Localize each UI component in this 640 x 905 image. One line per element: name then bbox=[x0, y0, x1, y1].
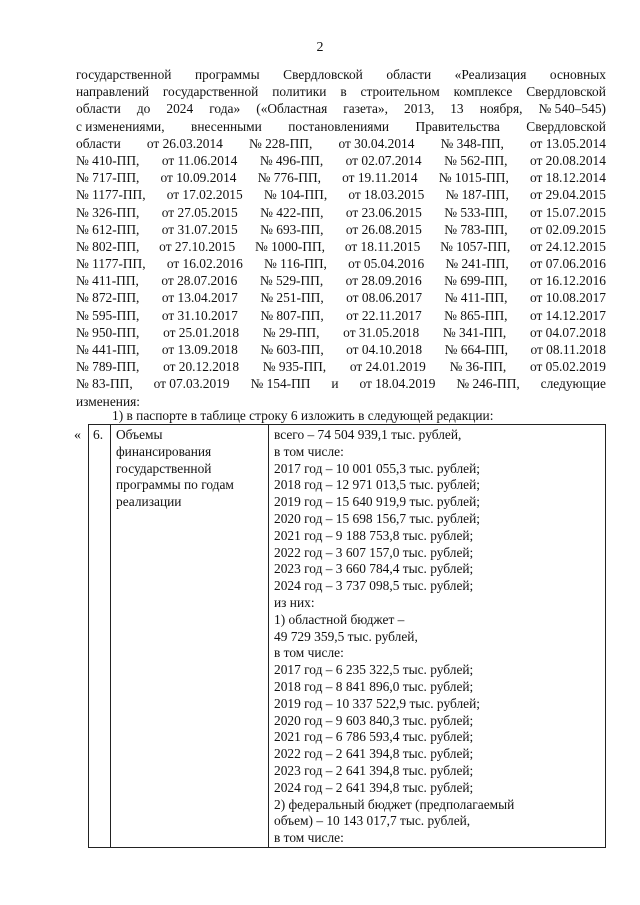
paragraph-word: от 22.11.2017 bbox=[346, 307, 422, 323]
paragraph-word: № 872-ПП, bbox=[76, 290, 140, 306]
paragraph-line bbox=[76, 221, 606, 238]
label-cell bbox=[111, 425, 269, 848]
paragraph-line bbox=[76, 66, 606, 83]
paragraph-word: от 08.06.2017 bbox=[346, 290, 423, 306]
paragraph-word: № 664-ПП, bbox=[444, 342, 508, 357]
paragraph-word: № 1177-ПП, bbox=[76, 187, 146, 203]
paragraph-word: № 326-ПП, bbox=[76, 204, 140, 220]
value-line: 2019 год – 10 337 522,9 тыс. рублей; bbox=[274, 695, 480, 711]
paragraph-word: № 865-ПП, bbox=[444, 307, 508, 323]
paragraph-word: от 25.01.2018 bbox=[163, 324, 240, 340]
paragraph-line bbox=[76, 83, 606, 100]
value-line: 2022 год – 3 607 157,0 тыс. рублей; bbox=[274, 544, 474, 560]
paragraph-word: № 612-ПП, bbox=[76, 221, 140, 237]
paragraph-word: от 04.10.2018 bbox=[346, 342, 423, 357]
row-number-cell: 6. bbox=[89, 425, 111, 848]
paragraph-word: № 1177-ПП, bbox=[76, 256, 146, 272]
paragraph-word: следующие bbox=[540, 376, 606, 392]
paragraph-word: № 802-ПП, bbox=[76, 238, 140, 254]
paragraph-word: направлений bbox=[76, 84, 150, 100]
paragraph-line bbox=[76, 135, 606, 152]
paragraph-word: № 540–545) bbox=[538, 101, 606, 117]
table-row bbox=[89, 425, 606, 848]
paragraph-word: от 30.04.2014 bbox=[338, 135, 415, 151]
paragraph-word: № 783-ПП, bbox=[444, 221, 508, 237]
paragraph-word: от 18.03.2015 bbox=[348, 187, 425, 203]
value-line: 2019 год – 15 640 919,9 тыс. рублей; bbox=[274, 494, 480, 510]
paragraph-word: от 18.04.2019 bbox=[359, 376, 436, 392]
paragraph-word: от 13.09.2018 bbox=[161, 342, 238, 357]
value-line: 2018 год – 8 841 896,0 тыс. рублей; bbox=[274, 678, 474, 694]
paragraph-line bbox=[76, 375, 606, 392]
paragraph-word: № 154-ПП bbox=[250, 376, 311, 392]
paragraph-word: от 05.04.2016 bbox=[348, 256, 425, 272]
paragraph-word: от 31.05.2018 bbox=[343, 324, 420, 340]
paragraph-word: от 26.08.2015 bbox=[345, 221, 422, 237]
paragraph-line bbox=[76, 238, 606, 255]
paragraph-word: № 1000-ПП, bbox=[254, 238, 326, 254]
value-line: в том числе: bbox=[274, 830, 344, 846]
paragraph-line bbox=[76, 358, 606, 375]
paragraph-word: № 699-ПП, bbox=[444, 273, 508, 289]
paragraph-word: № 411-ПП, bbox=[76, 273, 139, 289]
value-line: 2017 год – 10 001 055,3 тыс. рублей; bbox=[274, 460, 480, 476]
paragraph-word: от 20.08.2014 bbox=[529, 152, 606, 168]
paragraph-word: газета», bbox=[343, 101, 388, 117]
paragraph-word: № 776-ПП, bbox=[257, 170, 321, 186]
paragraph-word: от 15.07.2015 bbox=[530, 204, 606, 220]
paragraph-line bbox=[76, 204, 606, 221]
paragraph-word: 13 bbox=[450, 101, 464, 117]
paragraph-word: от 17.02.2015 bbox=[166, 187, 243, 203]
paragraph-word: от 24.12.2015 bbox=[530, 238, 606, 254]
paragraph-word: от 13.04.2017 bbox=[161, 290, 238, 306]
value-line: в том числе: bbox=[274, 443, 344, 459]
paragraph-word: от 28.09.2016 bbox=[345, 273, 422, 289]
paragraph-word: Свердловской bbox=[526, 84, 606, 100]
paragraph-word: от 11.06.2014 bbox=[161, 152, 238, 168]
page-number: 2 bbox=[316, 40, 324, 55]
paragraph-word: от 24.01.2019 bbox=[349, 359, 426, 375]
paragraph-word: политики bbox=[272, 84, 327, 100]
label-line: программы по годам bbox=[116, 477, 234, 493]
paragraph-word: № 36-ПП, bbox=[449, 359, 507, 375]
paragraph-word: от 31.10.2017 bbox=[161, 307, 238, 323]
paragraph-word: от 19.11.2014 bbox=[342, 170, 418, 186]
value-line: 2) федеральный бюджет (предполагаемый bbox=[274, 796, 515, 812]
paragraph-word: № 251-ПП, bbox=[260, 290, 324, 306]
label-line: Объемы bbox=[116, 427, 163, 442]
paragraph-word: от 18.11.2015 bbox=[344, 238, 421, 254]
paragraph-word: от 16.12.2016 bbox=[529, 273, 606, 289]
paragraph-word: № 228-ПП, bbox=[248, 135, 313, 151]
paragraph-word: № 950-ПП, bbox=[76, 324, 140, 340]
value-line: из них: bbox=[274, 594, 315, 610]
paragraph-word: ноября, bbox=[479, 101, 523, 117]
paragraph-word: № 246-ПП, bbox=[456, 376, 520, 392]
paragraph-word: 2013, bbox=[404, 101, 435, 117]
body-paragraph bbox=[76, 66, 606, 410]
paragraph-word: № 187-ПП, bbox=[445, 187, 509, 203]
paragraph-word: от 14.12.2017 bbox=[529, 307, 606, 323]
paragraph-word: года» bbox=[209, 101, 241, 117]
paragraph-word: программы bbox=[194, 67, 260, 82]
paragraph-word: от 16.02.2016 bbox=[166, 256, 243, 272]
paragraph-word: («Областная bbox=[256, 101, 328, 117]
paragraph-word: 2024 bbox=[166, 101, 194, 117]
value-line: 2018 год – 12 971 013,5 тыс. рублей; bbox=[274, 477, 480, 493]
paragraph-word: от 02.09.2015 bbox=[530, 221, 606, 237]
opening-quote-mark: « bbox=[74, 428, 81, 443]
paragraph-word: от 10.09.2014 bbox=[160, 170, 237, 186]
paragraph-line bbox=[76, 152, 606, 169]
paragraph-line bbox=[76, 100, 606, 117]
paragraph-line bbox=[76, 272, 606, 289]
paragraph-word: внесенными bbox=[191, 118, 262, 134]
paragraph-line bbox=[76, 324, 606, 341]
paragraph-word: области bbox=[386, 67, 432, 82]
paragraph-word: № 83-ПП, bbox=[76, 376, 133, 392]
paragraph-word: № 562-ПП, bbox=[444, 152, 508, 168]
paragraph-word: до bbox=[136, 101, 151, 117]
financing-table bbox=[88, 424, 606, 848]
paragraph-word: № 1015-ПП, bbox=[438, 170, 509, 186]
paragraph-line bbox=[76, 169, 606, 186]
value-line: 1) областной бюджет – bbox=[274, 611, 405, 627]
value-line: 2023 год – 3 660 784,4 тыс. рублей; bbox=[274, 561, 474, 577]
intro-line: 1) в паспорте в таблице строку 6 изложить в следующей редакции: bbox=[112, 408, 494, 423]
label-line: государственной bbox=[116, 460, 212, 476]
paragraph-word: от 29.04.2015 bbox=[529, 187, 606, 203]
paragraph-word: от 20.12.2018 bbox=[163, 359, 240, 375]
paragraph-line bbox=[76, 307, 606, 324]
paragraph-line bbox=[76, 186, 606, 203]
paragraph-word: № 241-ПП, bbox=[445, 256, 509, 272]
value-cell bbox=[269, 425, 606, 848]
paragraph-word: Правительства bbox=[415, 118, 500, 134]
value-line: 2023 год – 2 641 394,8 тыс. рублей; bbox=[274, 762, 474, 778]
paragraph-word: № 935-ПП, bbox=[262, 359, 327, 375]
paragraph-word: № 496-ПП, bbox=[259, 152, 324, 168]
paragraph-word: № 807-ПП, bbox=[260, 307, 324, 323]
paragraph-word: от 05.02.2019 bbox=[529, 359, 606, 375]
value-line: 2020 год – 9 603 840,3 тыс. рублей; bbox=[274, 712, 474, 728]
paragraph-word: от 07.06.2016 bbox=[530, 256, 606, 272]
paragraph-word: в bbox=[340, 84, 347, 100]
paragraph-word: постановлениями bbox=[288, 118, 390, 134]
value-line: 2024 год – 2 641 394,8 тыс. рублей; bbox=[274, 779, 474, 795]
paragraph-word: № 693-ПП, bbox=[260, 221, 324, 237]
paragraph-word: № 104-ПП, bbox=[263, 187, 328, 203]
value-line: 2017 год – 6 235 322,5 тыс. рублей; bbox=[274, 662, 474, 678]
label-line: реализации bbox=[116, 494, 182, 510]
paragraph-word: от 23.06.2015 bbox=[345, 204, 422, 220]
paragraph-word: основных bbox=[549, 67, 606, 82]
paragraph-word: № 410-ПП, bbox=[76, 152, 140, 168]
paragraph-word: от 02.07.2014 bbox=[345, 152, 422, 168]
paragraph-word: № 533-ПП, bbox=[444, 204, 508, 220]
value-line: 2024 год – 3 737 098,5 тыс. рублей; bbox=[274, 578, 474, 594]
paragraph-word: от 27.05.2015 bbox=[161, 204, 238, 220]
paragraph-word: от 10.08.2017 bbox=[529, 290, 606, 306]
paragraph-word: № 29-ПП, bbox=[262, 324, 320, 340]
value-line: 2020 год – 15 698 156,7 тыс. рублей; bbox=[274, 510, 480, 526]
paragraph-word: № 441-ПП, bbox=[76, 342, 140, 357]
paragraph-word: от 27.10.2015 bbox=[159, 238, 236, 254]
paragraph-line bbox=[76, 289, 606, 306]
paragraph-word: Свердловской bbox=[283, 67, 363, 82]
paragraph-line bbox=[76, 341, 606, 358]
paragraph-word: от 31.07.2015 bbox=[161, 221, 238, 237]
paragraph-word: и bbox=[331, 376, 339, 392]
paragraph-word: государственной bbox=[76, 67, 172, 82]
paragraph-word: № 603-ПП, bbox=[260, 342, 324, 357]
paragraph-word: № 1057-ПП, bbox=[440, 238, 511, 254]
value-line: 2021 год – 6 786 593,4 тыс. рублей; bbox=[274, 729, 474, 745]
paragraph-word: № 341-ПП, bbox=[442, 324, 507, 340]
paragraph-word: от 08.11.2018 bbox=[530, 342, 606, 357]
paragraph-word: № 595-ПП, bbox=[76, 307, 140, 323]
value-line: всего – 74 504 939,1 тыс. рублей, bbox=[274, 427, 462, 442]
paragraph-word: от 18.12.2014 bbox=[529, 170, 606, 186]
paragraph-line bbox=[76, 255, 606, 272]
value-line: 2022 год – 2 641 394,8 тыс. рублей; bbox=[274, 746, 474, 762]
paragraph-word: № 717-ПП, bbox=[76, 170, 140, 186]
paragraph-word: государственной bbox=[162, 84, 259, 100]
paragraph-word: № 348-ПП, bbox=[440, 135, 504, 151]
paragraph-word: от 28.07.2016 bbox=[161, 273, 238, 289]
paragraph-word: от 07.03.2019 bbox=[153, 376, 230, 392]
paragraph-word: области bbox=[76, 135, 121, 151]
paragraph-word: «Реализация bbox=[454, 67, 527, 82]
paragraph-word: № 116-ПП, bbox=[264, 256, 327, 272]
paragraph-word: области bbox=[76, 101, 121, 117]
value-line: объем) – 10 143 017,7 тыс. рублей, bbox=[274, 813, 471, 829]
paragraph-word: с изменениями, bbox=[76, 118, 165, 134]
paragraph-word: Свердловской bbox=[526, 118, 606, 134]
paragraph-word: комплексе bbox=[453, 84, 513, 100]
paragraph-word: № 422-ПП, bbox=[260, 204, 324, 220]
paragraph-word: строительном bbox=[360, 84, 440, 100]
paragraph-line bbox=[76, 118, 606, 135]
paragraph-word: от 26.03.2014 bbox=[146, 135, 223, 151]
paragraph-word: № 789-ПП, bbox=[76, 359, 140, 375]
paragraph-word: от 04.07.2018 bbox=[529, 324, 606, 340]
paragraph-line-last: изменения: bbox=[76, 393, 141, 409]
paragraph-word: от 13.05.2014 bbox=[530, 135, 606, 151]
paragraph-word: № 411-ПП, bbox=[444, 290, 508, 306]
value-line: 49 729 359,5 тыс. рублей, bbox=[274, 628, 418, 644]
label-line: финансирования bbox=[116, 443, 212, 459]
value-line: 2021 год – 9 188 753,8 тыс. рублей; bbox=[274, 527, 474, 543]
value-line: в том числе: bbox=[274, 645, 344, 661]
paragraph-word: № 529-ПП, bbox=[259, 273, 324, 289]
